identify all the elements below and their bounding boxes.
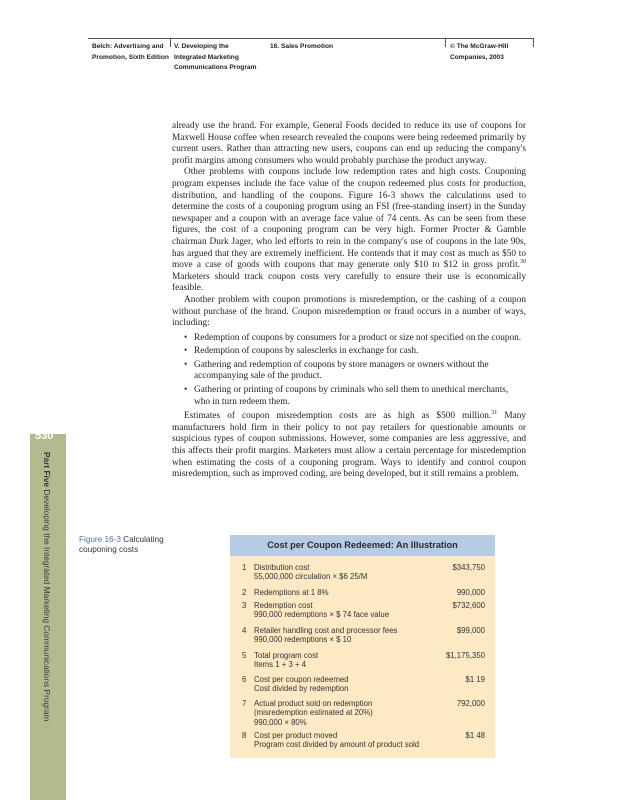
paragraph: Other problems with coupons include low redemption rates and high costs. Couponing program expenses include the face value of the coupon redeemed plus costs for production, distribution, and handling of the coupons. Figure 16-3 shows the calculations used to determine the costs of a couponing program using an FSI (free-standing insert) in the Sunday newspaper and a coupon with an average face value of 74 cents. As can be seen from these figures, the cost of a couponing program can be very high. Former Procter & Gamble chairman Durk Jager, who led efforts to rein in the company's use of coupons in the late 90s, has argued that they are extremely inefficient. He contends that it may cost as much as $50 to move a case of goods with coupons that may generate only $10 to $12 in gross profit.$^{30}$ Marketers should track coupon costs very carefully to ensure their use is economically feasible. bbox=[172, 167, 526, 294]
header-divider bbox=[445, 38, 446, 47]
list-item: • Redemption of coupons by salesclerks in exchange for cash. bbox=[184, 346, 526, 358]
header-chapter: 16. Sales Promotion bbox=[270, 43, 334, 50]
header-rule bbox=[88, 38, 534, 39]
figure-label: Figure 16-3 bbox=[79, 535, 121, 544]
header-copyright: © The McGraw-Hill Companies, 2003 bbox=[450, 43, 509, 61]
page-number: 530 bbox=[35, 430, 54, 442]
header-divider bbox=[170, 38, 171, 47]
header-divider bbox=[533, 38, 534, 47]
part-label: Part Five bbox=[42, 452, 52, 488]
figure-caption bbox=[79, 535, 179, 555]
part-title: Developing the Integrated Marketing Communications Program bbox=[42, 489, 52, 722]
footnote-ref: 31 bbox=[491, 410, 498, 417]
header-part: V. Developing the Integrated Marketing Communications Program bbox=[174, 43, 257, 71]
cost-table: Cost per Coupon Redeemed: An Illustration 1 Distribution cost 55,000,000 circulation × $6 25/M $343,750 2 Redemptions at 1 8% 990,000 3 Redemption cost 990,000 redemptions × $ 74 face value $732,600 4 Retailer handling cost and processor fees 990,000 redemptions × $ 10 $99,000 5 Total program cost Items 1 + 3 + 4 $1,175,350 6 Cost per coupon redeemed Cost divided by redemption $1 19 7 Actual product sold on redemption (misredemption estimated at 20%) 990,000 × 80% 792,000 8 Cost per product moved Program cost divided by amount of product sold $1 48 bbox=[230, 535, 495, 758]
list-item: • Gathering and redemption of coupons by store managers or owners without the accompanying sale of the product. bbox=[184, 360, 526, 383]
list-item: • Redemption of coupons by consumers for a product or size not specified on the coupon. bbox=[184, 333, 526, 345]
table-title: Cost per Coupon Redeemed: An Illustration bbox=[230, 535, 495, 556]
header-book-title: Belch: Advertising and Promotion, Sixth Edition bbox=[92, 43, 169, 61]
paragraph: Another problem with coupon promotions is misredemption, or the cashing of a coupon without purchase of the brand. Coupon misredemption or fraud occurs in a number of ways, including: bbox=[172, 294, 526, 329]
paragraph: Estimates of coupon misredemption costs are as high as $500 million.$^{31}$ Many manufacturers hold firm in their policy to not pay retailers for questionable amounts or suspicious types of coupon submissions. However, some companies are less aggressive, and this affects their profit margins. Marketers must allow a certain percentage for misredemption when estimating the costs of a couponing program. Ways to identify and control coupon misredemption, such as improved coding, are being developed, but it still remains a problem. bbox=[172, 410, 527, 480]
list-item: • Gathering or printing of coupons by criminals who sell them to unethical merchants, who in turn redeem them. bbox=[184, 385, 526, 408]
body-text bbox=[172, 121, 526, 481]
part-running-title bbox=[42, 452, 52, 792]
figure-caption-text: Calculating couponing costs bbox=[79, 535, 164, 554]
paragraph: already use the brand. For example, General Foods decided to reduce its use of coupons for Maxwell House coffee when research revealed the coupons were being redeemed primarily by current users. Rather than attracting new users, coupons can end up reducing the company's profit margins among consumers who would probably purchase the product anyway. bbox=[172, 121, 526, 166]
running-header bbox=[88, 38, 534, 78]
footnote-ref: 30 bbox=[520, 259, 526, 266]
bullet-list bbox=[172, 333, 526, 409]
